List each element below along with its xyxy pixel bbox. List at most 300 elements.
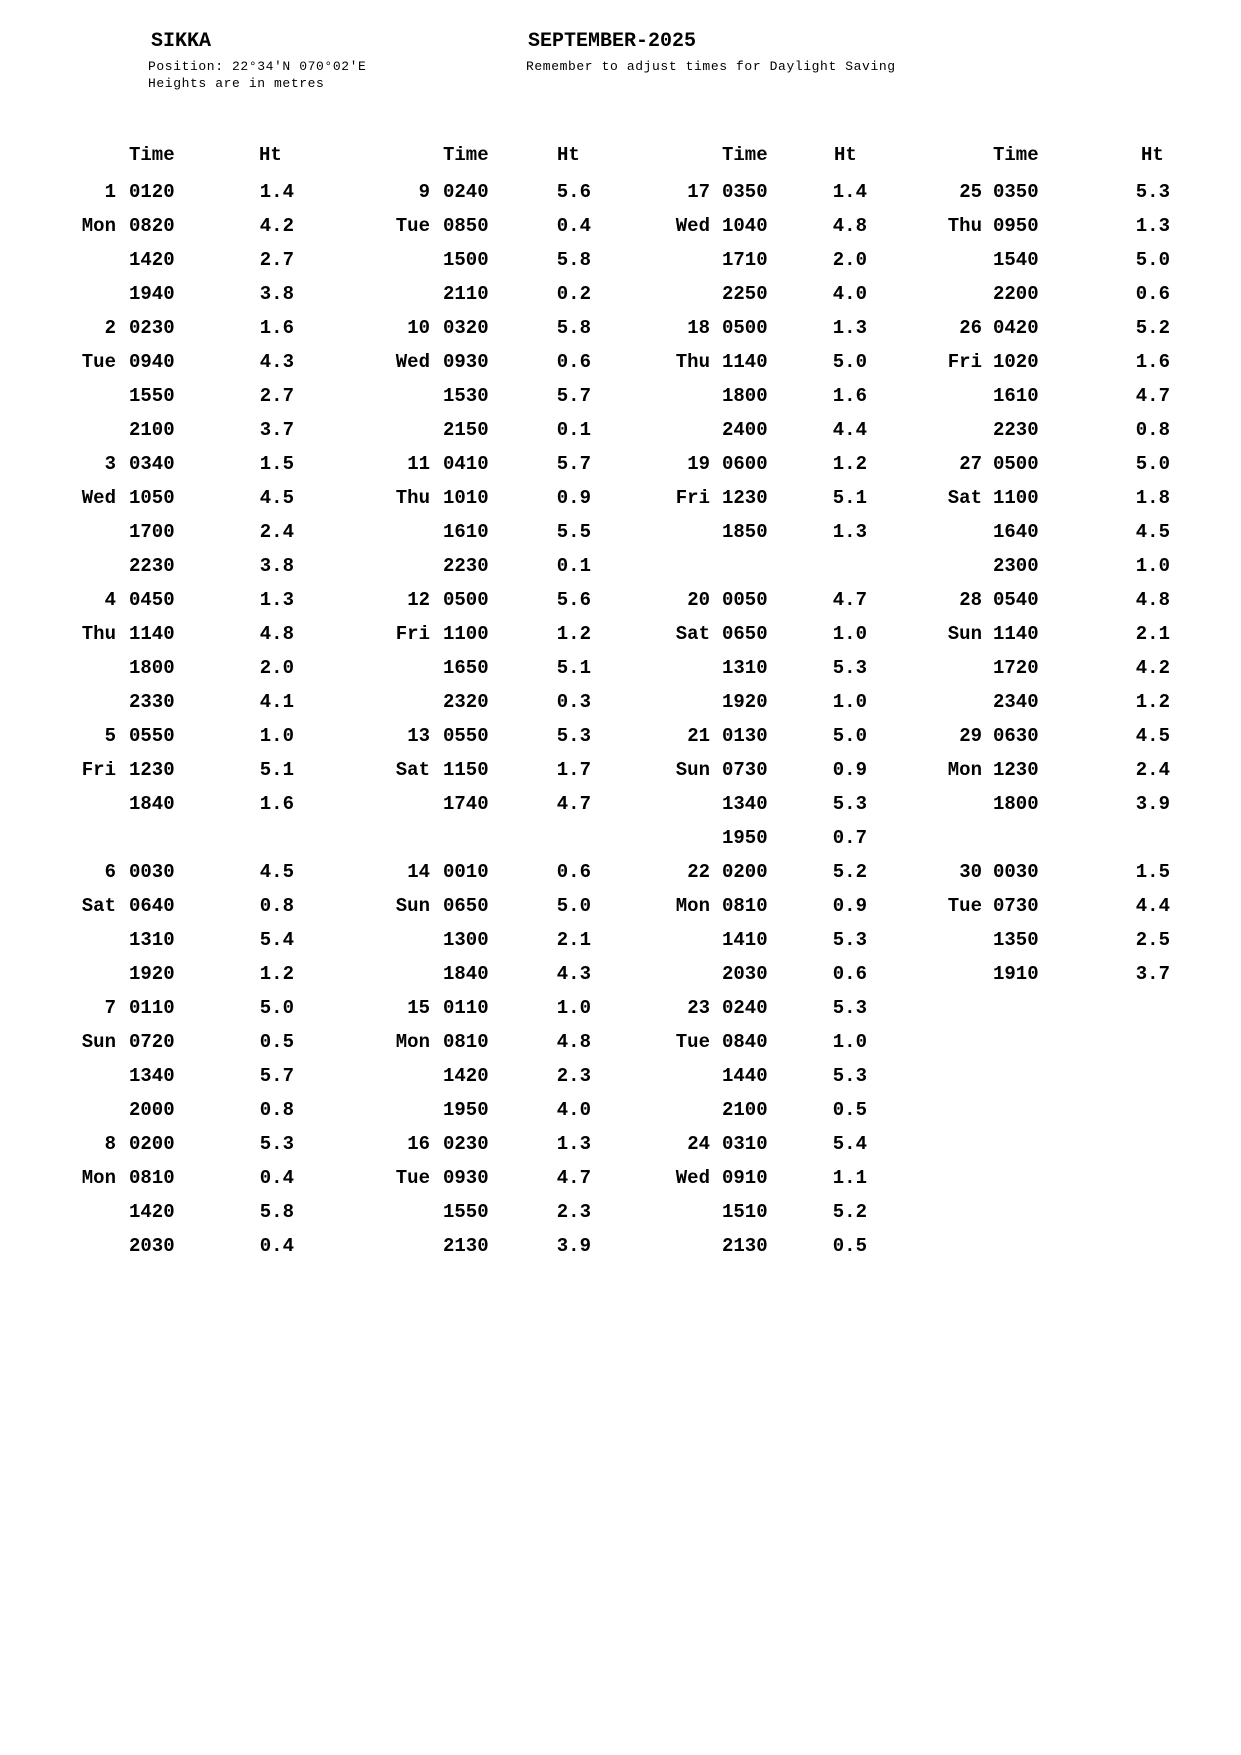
day-label: Fri bbox=[81, 759, 116, 781]
tide-time: 0820 bbox=[129, 215, 175, 237]
day-label: 2 bbox=[104, 317, 116, 339]
tide-time: 1340 bbox=[129, 1065, 175, 1087]
tide-time: 1840 bbox=[129, 793, 175, 815]
tide-time: 1920 bbox=[129, 963, 175, 985]
tide-time: 2230 bbox=[129, 555, 175, 577]
tide-height: 5.3 bbox=[556, 725, 591, 747]
tide-time: 2340 bbox=[993, 691, 1039, 713]
day-label: Fri bbox=[947, 351, 982, 373]
day-label: 20 bbox=[687, 589, 710, 611]
tide-time: 1100 bbox=[993, 487, 1039, 509]
day-label: 11 bbox=[407, 453, 430, 475]
day-label: 21 bbox=[687, 725, 710, 747]
tide-time: 2100 bbox=[722, 1099, 768, 1121]
time-header-2: Time bbox=[443, 144, 489, 166]
tide-height: 4.0 bbox=[556, 1099, 591, 1121]
tide-time: 1420 bbox=[443, 1065, 489, 1087]
day-label: Sat bbox=[395, 759, 430, 781]
tide-time: 0240 bbox=[443, 181, 489, 203]
tide-time: 1800 bbox=[993, 793, 1039, 815]
tide-height: 5.3 bbox=[259, 1133, 294, 1155]
day-label: Thu bbox=[947, 215, 982, 237]
tide-time: 2030 bbox=[722, 963, 768, 985]
day-label: 6 bbox=[104, 861, 116, 883]
tide-height: 3.7 bbox=[1135, 963, 1170, 985]
tide-height: 2.5 bbox=[1135, 929, 1170, 951]
tide-time: 1350 bbox=[993, 929, 1039, 951]
tide-height: 0.5 bbox=[832, 1099, 867, 1121]
tide-height: 5.2 bbox=[832, 1201, 867, 1223]
tide-time: 1550 bbox=[443, 1201, 489, 1223]
tide-height: 0.6 bbox=[1135, 283, 1170, 305]
tide-height: 5.1 bbox=[259, 759, 294, 781]
tide-time: 1610 bbox=[993, 385, 1039, 407]
tide-height: 0.8 bbox=[1135, 419, 1170, 441]
tide-time: 0650 bbox=[443, 895, 489, 917]
tide-time: 0910 bbox=[722, 1167, 768, 1189]
day-label: 23 bbox=[687, 997, 710, 1019]
day-label: Mon bbox=[675, 895, 710, 917]
tide-height: 0.9 bbox=[832, 759, 867, 781]
tide-height: 1.3 bbox=[832, 317, 867, 339]
tide-height: 1.2 bbox=[1135, 691, 1170, 713]
time-header-1: Time bbox=[129, 144, 175, 166]
height-header-4: Ht bbox=[1141, 144, 1164, 166]
tide-height: 4.5 bbox=[1135, 725, 1170, 747]
tide-time: 2230 bbox=[443, 555, 489, 577]
tide-time: 0500 bbox=[993, 453, 1039, 475]
tide-time: 0730 bbox=[722, 759, 768, 781]
tide-time: 1050 bbox=[129, 487, 175, 509]
tide-time: 0130 bbox=[722, 725, 768, 747]
tide-height: 4.5 bbox=[259, 487, 294, 509]
tide-time: 1940 bbox=[129, 283, 175, 305]
tide-time: 0550 bbox=[443, 725, 489, 747]
tide-time: 1700 bbox=[129, 521, 175, 543]
day-label: 29 bbox=[959, 725, 982, 747]
tide-height: 5.6 bbox=[556, 181, 591, 203]
tide-time: 1610 bbox=[443, 521, 489, 543]
tide-time: 0230 bbox=[129, 317, 175, 339]
day-label: 24 bbox=[687, 1133, 710, 1155]
tide-time: 2100 bbox=[129, 419, 175, 441]
tide-time: 1140 bbox=[993, 623, 1039, 645]
tide-height: 5.3 bbox=[832, 657, 867, 679]
tide-height: 0.1 bbox=[556, 419, 591, 441]
tide-time: 2330 bbox=[129, 691, 175, 713]
tide-time: 1440 bbox=[722, 1065, 768, 1087]
tide-height: 4.3 bbox=[556, 963, 591, 985]
tide-time: 0200 bbox=[129, 1133, 175, 1155]
tide-height: 4.8 bbox=[832, 215, 867, 237]
tide-height: 1.6 bbox=[259, 793, 294, 815]
tide-height: 1.7 bbox=[556, 759, 591, 781]
day-label: 7 bbox=[104, 997, 116, 1019]
tide-height: 5.7 bbox=[259, 1065, 294, 1087]
tide-time: 0110 bbox=[443, 997, 489, 1019]
tide-height: 0.9 bbox=[832, 895, 867, 917]
tide-height: 5.2 bbox=[1135, 317, 1170, 339]
day-label: Sun bbox=[81, 1031, 116, 1053]
tide-height: 1.0 bbox=[832, 691, 867, 713]
tide-height: 0.9 bbox=[556, 487, 591, 509]
position-text: Position: 22°34'N 070°02'E bbox=[148, 59, 367, 74]
day-label: Wed bbox=[395, 351, 430, 373]
tide-height: 5.3 bbox=[832, 997, 867, 1019]
tide-height: 5.7 bbox=[556, 385, 591, 407]
tide-time: 0320 bbox=[443, 317, 489, 339]
tide-height: 2.0 bbox=[259, 657, 294, 679]
tide-height: 1.6 bbox=[1135, 351, 1170, 373]
tide-time: 2030 bbox=[129, 1235, 175, 1257]
tide-time: 2000 bbox=[129, 1099, 175, 1121]
tide-time: 1310 bbox=[722, 657, 768, 679]
heights-note: Heights are in metres bbox=[148, 76, 325, 91]
tide-time: 1650 bbox=[443, 657, 489, 679]
day-label: 5 bbox=[104, 725, 116, 747]
tide-height: 3.9 bbox=[1135, 793, 1170, 815]
tide-time: 1950 bbox=[443, 1099, 489, 1121]
tide-height: 2.3 bbox=[556, 1065, 591, 1087]
tide-time: 0110 bbox=[129, 997, 175, 1019]
day-label: Sun bbox=[947, 623, 982, 645]
tide-height: 4.5 bbox=[259, 861, 294, 883]
day-label: Wed bbox=[675, 215, 710, 237]
tide-time: 0600 bbox=[722, 453, 768, 475]
tide-time: 0120 bbox=[129, 181, 175, 203]
day-label: Fri bbox=[675, 487, 710, 509]
tide-height: 0.5 bbox=[832, 1235, 867, 1257]
tide-time: 0730 bbox=[993, 895, 1039, 917]
tide-time: 2130 bbox=[443, 1235, 489, 1257]
tide-height: 5.0 bbox=[1135, 249, 1170, 271]
tide-time: 1720 bbox=[993, 657, 1039, 679]
day-label: 17 bbox=[687, 181, 710, 203]
tide-height: 0.7 bbox=[832, 827, 867, 849]
tide-height: 5.0 bbox=[556, 895, 591, 917]
day-label: Sun bbox=[395, 895, 430, 917]
tide-time: 0930 bbox=[443, 351, 489, 373]
tide-height: 4.7 bbox=[1135, 385, 1170, 407]
tide-height: 1.3 bbox=[832, 521, 867, 543]
tide-time: 1020 bbox=[993, 351, 1039, 373]
tide-height: 4.5 bbox=[1135, 521, 1170, 543]
tide-height: 5.0 bbox=[832, 351, 867, 373]
tide-height: 2.0 bbox=[832, 249, 867, 271]
tide-height: 5.4 bbox=[259, 929, 294, 951]
tide-height: 1.4 bbox=[259, 181, 294, 203]
day-label: 15 bbox=[407, 997, 430, 1019]
tide-time: 1340 bbox=[722, 793, 768, 815]
tide-time: 0450 bbox=[129, 589, 175, 611]
tide-height: 4.8 bbox=[259, 623, 294, 645]
day-label: 26 bbox=[959, 317, 982, 339]
tide-time: 0240 bbox=[722, 997, 768, 1019]
tide-height: 5.3 bbox=[1135, 181, 1170, 203]
tide-height: 2.7 bbox=[259, 385, 294, 407]
tide-height: 0.6 bbox=[556, 861, 591, 883]
tide-height: 5.8 bbox=[556, 317, 591, 339]
tide-height: 0.3 bbox=[556, 691, 591, 713]
tide-height: 5.0 bbox=[259, 997, 294, 1019]
tide-time: 1640 bbox=[993, 521, 1039, 543]
day-label: Sat bbox=[81, 895, 116, 917]
tide-height: 1.0 bbox=[832, 1031, 867, 1053]
tide-time: 0050 bbox=[722, 589, 768, 611]
tide-height: 0.4 bbox=[259, 1235, 294, 1257]
tide-height: 4.2 bbox=[259, 215, 294, 237]
tide-height: 1.2 bbox=[832, 453, 867, 475]
tide-time: 0200 bbox=[722, 861, 768, 883]
tide-height: 5.3 bbox=[832, 1065, 867, 1087]
tide-time: 1230 bbox=[993, 759, 1039, 781]
tide-time: 0640 bbox=[129, 895, 175, 917]
day-label: Tue bbox=[81, 351, 116, 373]
height-header-2: Ht bbox=[557, 144, 580, 166]
tide-height: 2.7 bbox=[259, 249, 294, 271]
tide-height: 5.8 bbox=[259, 1201, 294, 1223]
tide-time: 0930 bbox=[443, 1167, 489, 1189]
tide-time: 0850 bbox=[443, 215, 489, 237]
day-label: Mon bbox=[81, 215, 116, 237]
day-label: 19 bbox=[687, 453, 710, 475]
tide-height: 3.9 bbox=[556, 1235, 591, 1257]
tide-height: 5.3 bbox=[832, 793, 867, 815]
tide-height: 1.3 bbox=[556, 1133, 591, 1155]
day-label: Tue bbox=[947, 895, 982, 917]
tide-height: 2.1 bbox=[1135, 623, 1170, 645]
tide-height: 1.0 bbox=[556, 997, 591, 1019]
tide-time: 1950 bbox=[722, 827, 768, 849]
tide-height: 3.8 bbox=[259, 283, 294, 305]
tide-time: 0030 bbox=[129, 861, 175, 883]
tide-time: 1010 bbox=[443, 487, 489, 509]
day-label: Sat bbox=[947, 487, 982, 509]
tide-height: 1.6 bbox=[832, 385, 867, 407]
height-header-1: Ht bbox=[259, 144, 282, 166]
tide-time: 1910 bbox=[993, 963, 1039, 985]
location-title: SIKKA bbox=[151, 30, 212, 53]
tide-time: 0030 bbox=[993, 861, 1039, 883]
tide-time: 2110 bbox=[443, 283, 489, 305]
tide-time: 0950 bbox=[993, 215, 1039, 237]
tide-time: 1800 bbox=[722, 385, 768, 407]
tide-height: 0.4 bbox=[556, 215, 591, 237]
day-label: 12 bbox=[407, 589, 430, 611]
tide-time: 0350 bbox=[722, 181, 768, 203]
tide-height: 1.6 bbox=[259, 317, 294, 339]
tide-time: 0810 bbox=[722, 895, 768, 917]
tide-time: 1410 bbox=[722, 929, 768, 951]
tide-height: 1.0 bbox=[1135, 555, 1170, 577]
tide-time: 2200 bbox=[993, 283, 1039, 305]
tide-time: 0350 bbox=[993, 181, 1039, 203]
tide-height: 0.4 bbox=[259, 1167, 294, 1189]
tide-time: 0410 bbox=[443, 453, 489, 475]
tide-height: 1.5 bbox=[259, 453, 294, 475]
tide-time: 2250 bbox=[722, 283, 768, 305]
tide-time: 0550 bbox=[129, 725, 175, 747]
tide-time: 1710 bbox=[722, 249, 768, 271]
tide-time: 0540 bbox=[993, 589, 1039, 611]
day-label: 16 bbox=[407, 1133, 430, 1155]
tide-time: 2320 bbox=[443, 691, 489, 713]
day-label: Fri bbox=[395, 623, 430, 645]
tide-time: 2230 bbox=[993, 419, 1039, 441]
tide-height: 5.5 bbox=[556, 521, 591, 543]
time-header-4: Time bbox=[993, 144, 1039, 166]
tide-height: 0.8 bbox=[259, 895, 294, 917]
tide-height: 1.1 bbox=[832, 1167, 867, 1189]
day-label: 9 bbox=[418, 181, 430, 203]
tide-height: 5.1 bbox=[556, 657, 591, 679]
tide-height: 4.7 bbox=[556, 793, 591, 815]
tide-time: 1920 bbox=[722, 691, 768, 713]
tide-height: 4.7 bbox=[832, 589, 867, 611]
tide-time: 0500 bbox=[722, 317, 768, 339]
tide-height: 0.6 bbox=[556, 351, 591, 373]
tide-time: 1150 bbox=[443, 759, 489, 781]
tide-height: 4.2 bbox=[1135, 657, 1170, 679]
tide-time: 1510 bbox=[722, 1201, 768, 1223]
tide-height: 5.2 bbox=[832, 861, 867, 883]
day-label: 27 bbox=[959, 453, 982, 475]
tide-time: 2150 bbox=[443, 419, 489, 441]
tide-height: 0.8 bbox=[259, 1099, 294, 1121]
tide-height: 0.5 bbox=[259, 1031, 294, 1053]
tide-height: 4.3 bbox=[259, 351, 294, 373]
tide-time: 2400 bbox=[722, 419, 768, 441]
tide-height: 1.0 bbox=[832, 623, 867, 645]
tide-height: 5.4 bbox=[832, 1133, 867, 1155]
day-label: Mon bbox=[395, 1031, 430, 1053]
tide-height: 5.0 bbox=[832, 725, 867, 747]
tide-time: 2300 bbox=[993, 555, 1039, 577]
tide-time: 1140 bbox=[722, 351, 768, 373]
tide-time: 1500 bbox=[443, 249, 489, 271]
tide-time: 0230 bbox=[443, 1133, 489, 1155]
tide-time: 1300 bbox=[443, 929, 489, 951]
day-label: Thu bbox=[81, 623, 116, 645]
tide-height: 1.4 bbox=[832, 181, 867, 203]
tide-height: 3.8 bbox=[259, 555, 294, 577]
tide-height: 4.4 bbox=[832, 419, 867, 441]
tide-height: 5.7 bbox=[556, 453, 591, 475]
tide-time: 0420 bbox=[993, 317, 1039, 339]
tide-height: 0.6 bbox=[832, 963, 867, 985]
day-label: 4 bbox=[104, 589, 116, 611]
tide-time: 1230 bbox=[129, 759, 175, 781]
day-label: Sat bbox=[675, 623, 710, 645]
day-label: Wed bbox=[81, 487, 116, 509]
tide-time: 0010 bbox=[443, 861, 489, 883]
day-label: Thu bbox=[675, 351, 710, 373]
day-label: 1 bbox=[104, 181, 116, 203]
day-label: 28 bbox=[959, 589, 982, 611]
tide-time: 2130 bbox=[722, 1235, 768, 1257]
tide-height: 0.2 bbox=[556, 283, 591, 305]
day-label: 14 bbox=[407, 861, 430, 883]
tide-time: 0310 bbox=[722, 1133, 768, 1155]
day-label: Tue bbox=[395, 1167, 430, 1189]
day-label: Wed bbox=[675, 1167, 710, 1189]
tide-time: 1230 bbox=[722, 487, 768, 509]
day-label: 22 bbox=[687, 861, 710, 883]
tide-time: 0500 bbox=[443, 589, 489, 611]
tide-height: 4.1 bbox=[259, 691, 294, 713]
tide-time: 1800 bbox=[129, 657, 175, 679]
tide-height: 5.8 bbox=[556, 249, 591, 271]
tide-height: 2.1 bbox=[556, 929, 591, 951]
tide-time: 1850 bbox=[722, 521, 768, 543]
day-label: 30 bbox=[959, 861, 982, 883]
tide-time: 1040 bbox=[722, 215, 768, 237]
tide-height: 5.1 bbox=[832, 487, 867, 509]
day-label: Thu bbox=[395, 487, 430, 509]
tide-time: 1550 bbox=[129, 385, 175, 407]
month-title: SEPTEMBER-2025 bbox=[528, 30, 697, 53]
tide-time: 1140 bbox=[129, 623, 175, 645]
tide-time: 0340 bbox=[129, 453, 175, 475]
tide-height: 4.4 bbox=[1135, 895, 1170, 917]
tide-height: 4.8 bbox=[556, 1031, 591, 1053]
tide-height: 1.8 bbox=[1135, 487, 1170, 509]
tide-height: 1.3 bbox=[259, 589, 294, 611]
tide-time: 1530 bbox=[443, 385, 489, 407]
tide-time: 0720 bbox=[129, 1031, 175, 1053]
tide-time: 0810 bbox=[129, 1167, 175, 1189]
tide-height: 2.4 bbox=[259, 521, 294, 543]
tide-height: 1.3 bbox=[1135, 215, 1170, 237]
day-label: 10 bbox=[407, 317, 430, 339]
tide-height: 1.2 bbox=[556, 623, 591, 645]
height-header-3: Ht bbox=[834, 144, 857, 166]
day-label: 18 bbox=[687, 317, 710, 339]
tide-height: 5.0 bbox=[1135, 453, 1170, 475]
time-header-3: Time bbox=[722, 144, 768, 166]
daylight-saving-note: Remember to adjust times for Daylight Saving bbox=[526, 59, 896, 74]
day-label: Mon bbox=[81, 1167, 116, 1189]
tide-height: 1.2 bbox=[259, 963, 294, 985]
tide-time: 1540 bbox=[993, 249, 1039, 271]
tide-height: 1.5 bbox=[1135, 861, 1170, 883]
tide-time: 0630 bbox=[993, 725, 1039, 747]
day-label: 25 bbox=[959, 181, 982, 203]
tide-height: 4.7 bbox=[556, 1167, 591, 1189]
tide-time: 0940 bbox=[129, 351, 175, 373]
day-label: 8 bbox=[104, 1133, 116, 1155]
tide-time: 1100 bbox=[443, 623, 489, 645]
tide-time: 0650 bbox=[722, 623, 768, 645]
day-label: 13 bbox=[407, 725, 430, 747]
tide-height: 5.6 bbox=[556, 589, 591, 611]
day-label: Mon bbox=[947, 759, 982, 781]
tide-height: 5.3 bbox=[832, 929, 867, 951]
tide-height: 2.3 bbox=[556, 1201, 591, 1223]
tide-time: 1740 bbox=[443, 793, 489, 815]
tide-height: 0.1 bbox=[556, 555, 591, 577]
tide-height: 4.0 bbox=[832, 283, 867, 305]
tide-height: 1.0 bbox=[259, 725, 294, 747]
day-label: Tue bbox=[675, 1031, 710, 1053]
tide-time: 1420 bbox=[129, 249, 175, 271]
tide-time: 1420 bbox=[129, 1201, 175, 1223]
tide-height: 3.7 bbox=[259, 419, 294, 441]
tide-height: 4.8 bbox=[1135, 589, 1170, 611]
tide-time: 1840 bbox=[443, 963, 489, 985]
tide-time: 1310 bbox=[129, 929, 175, 951]
tide-time: 0840 bbox=[722, 1031, 768, 1053]
